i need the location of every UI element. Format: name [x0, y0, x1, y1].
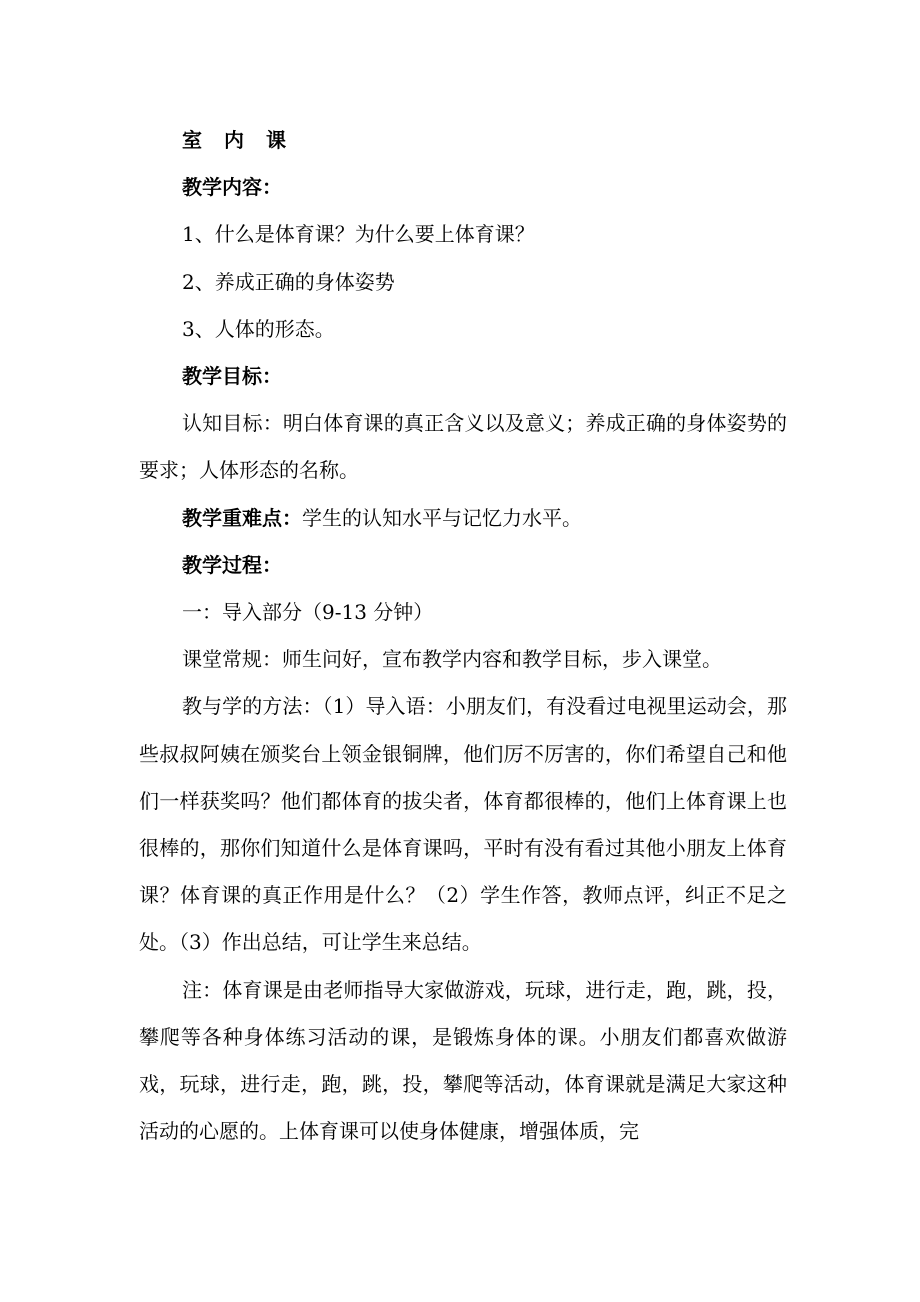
- difficulty-text: 学生的认知水平与记忆力水平。: [302, 505, 582, 530]
- content-item: 1、什么是体育课？为什么要上体育课？: [182, 222, 535, 247]
- document-title: 室内课: [182, 128, 308, 152]
- note-paragraph: 注：体育课是由老师指导大家做游戏，玩球，进行走，跑，跳，投，攀爬等各种身体练习活动的课，是锻炼身体的课。小朋友们都喜欢做游戏，玩球，进行走，跑，跳，投，攀爬等活动，体育课就是满足大家这种活动的心愿的。上体育课可以使身体健康，增强体质，完: [139, 977, 787, 1144]
- goal-paragraph: 认知目标：明白体育课的真正含义以及意义；养成正确的身体姿势的要求；人体形态的名称。: [139, 411, 787, 483]
- content-item: 2、养成正确的身体姿势: [182, 269, 395, 294]
- routine-paragraph: 课堂常规：师生问好，宣布教学内容和教学目标，步入课堂。: [182, 647, 722, 672]
- method-paragraph: 教与学的方法：（1）导入语：小朋友们，有没看过电视里运动会，那些叔叔阿姨在颁奖台上领金银铜牌，他们厉不厉害的，你们希望自己和他们一样获奖吗？他们都体育的拔尖者，体育都很棒的，他们上体育课上也很棒的，那你们知道什么是体育课吗，平时有没有看过其他小朋友上体育课？体育课的真正作用是什么？（2）学生作答，教师点评，纠正不足之处。（3）作出总结，可让学生来总结。: [139, 694, 787, 955]
- document-body: [139, 117, 787, 1155]
- difficulty-line: [139, 495, 787, 542]
- section-one-heading: 一：导入部分（9-13 分钟）: [182, 600, 434, 625]
- process-heading: 教学过程：: [182, 552, 282, 577]
- difficulty-label: 教学重难点：: [182, 505, 302, 530]
- goal-heading: 教学目标：: [182, 364, 282, 389]
- content-heading: 教学内容：: [182, 175, 282, 200]
- content-item: 3、人体的形态。: [182, 316, 335, 341]
